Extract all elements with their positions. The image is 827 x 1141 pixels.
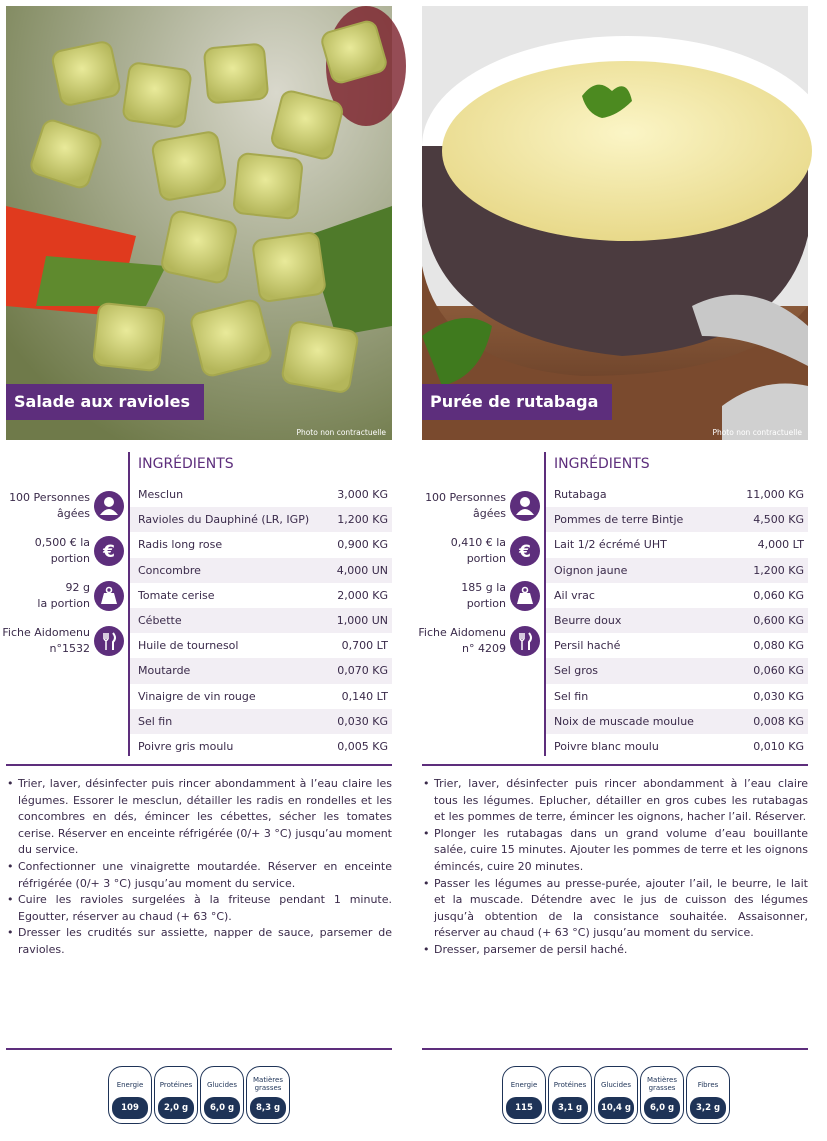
ingredient-row bbox=[546, 532, 808, 557]
ingredient-row bbox=[130, 482, 392, 507]
ingredient-row bbox=[546, 734, 808, 759]
ingredient-quantity: 11,000 KG bbox=[746, 488, 804, 501]
nutrition-label: Glucides bbox=[207, 1081, 237, 1089]
euro-icon bbox=[510, 536, 540, 566]
nutrition-value: 6,0 g bbox=[644, 1097, 680, 1119]
ingredient-name: Ravioles du Dauphiné (LR, IGP) bbox=[138, 513, 310, 527]
nutrition-badge bbox=[640, 1066, 684, 1124]
persons-info: 100 Personnes âgées bbox=[6, 488, 126, 528]
ingredients-list bbox=[130, 482, 392, 759]
ingredient-quantity: 0,700 LT bbox=[341, 639, 388, 653]
ingredient-name: Sel fin bbox=[554, 689, 589, 703]
ingredient-quantity: 0,030 KG bbox=[337, 714, 388, 728]
nutrition-label: Matières grasses bbox=[646, 1076, 677, 1092]
fork-knife-icon bbox=[510, 626, 540, 656]
sheet-info: Fiche Aidomenu n°1532 bbox=[6, 623, 126, 663]
recipe-card-salade bbox=[2, 0, 392, 1136]
ingredient-quantity: 0,005 KG bbox=[337, 739, 388, 753]
ingredient-row bbox=[130, 709, 392, 734]
nutrition-badge bbox=[246, 1066, 290, 1124]
nutrition-label: Protéines bbox=[159, 1081, 193, 1089]
nutrition-badge bbox=[108, 1066, 152, 1135]
preparation-steps bbox=[422, 776, 808, 959]
divider bbox=[6, 1048, 392, 1050]
ingredient-quantity: 0,140 LT bbox=[341, 689, 388, 703]
price-info: 0,410 € la portion € bbox=[422, 533, 542, 573]
nutrition-value: 8,3 g bbox=[250, 1097, 286, 1119]
scale-weight-icon bbox=[94, 581, 124, 611]
nutrition-badge bbox=[594, 1066, 638, 1124]
ingredients-title: INGRÉDIENTS bbox=[554, 456, 650, 472]
ingredient-row bbox=[130, 532, 392, 557]
scale-weight-icon bbox=[510, 581, 540, 611]
ingredient-name: Oignon jaune bbox=[554, 563, 628, 577]
ingredients-title: INGRÉDIENTS bbox=[138, 456, 234, 472]
nutrition-badge bbox=[154, 1066, 198, 1124]
nutrition-badges bbox=[502, 1066, 730, 1135]
ingredient-row bbox=[130, 507, 392, 532]
sheet-info: Fiche Aidomenu n° 4209 bbox=[422, 623, 542, 663]
ingredient-row bbox=[546, 709, 808, 734]
euro-icon bbox=[94, 536, 124, 566]
ingredient-row bbox=[546, 558, 808, 583]
step-item: • Cuire les ravioles surgelées à la friteuse pendant 1 minute. Egoutter, réserver au chaud (+ 63 °C). bbox=[6, 892, 392, 925]
nutrition-value: 6,0 g bbox=[204, 1097, 240, 1119]
ingredient-row bbox=[546, 658, 808, 683]
ingredient-name: Noix de muscade moulue bbox=[554, 714, 694, 728]
price-info: 0,500 € la portion € bbox=[6, 533, 126, 573]
ingredient-quantity: 0,080 KG bbox=[753, 639, 804, 653]
nutrition-badge bbox=[548, 1066, 592, 1124]
ingredient-name: Huile de tournesol bbox=[138, 639, 239, 653]
nutrition-value: 3,1 g bbox=[552, 1097, 588, 1119]
nutrition-label: Fibres bbox=[697, 1081, 719, 1089]
nutrition-badge bbox=[502, 1066, 546, 1135]
ingredient-name: Vinaigre de vin rouge bbox=[138, 689, 256, 703]
ingredient-quantity: 0,008 KG bbox=[753, 714, 804, 728]
ingredients-panel bbox=[128, 452, 392, 756]
divider bbox=[6, 764, 392, 766]
ingredient-name: Radis long rose bbox=[138, 538, 223, 552]
recipe-card-puree bbox=[418, 0, 808, 1136]
ingredient-name: Mesclun bbox=[138, 488, 184, 501]
ingredient-name: Beurre doux bbox=[554, 613, 622, 627]
recipe-title: Purée de rutabaga bbox=[422, 384, 612, 420]
nutrition-label: Glucides bbox=[601, 1081, 631, 1089]
divider bbox=[422, 764, 808, 766]
recipe-title: Salade aux ravioles bbox=[6, 384, 204, 420]
ingredient-row bbox=[130, 558, 392, 583]
ingredient-quantity: 0,600 KG bbox=[753, 613, 804, 627]
ingredient-row bbox=[130, 583, 392, 608]
step-item: • Dresser les crudités sur assiette, napper de sauce, parsemer de ravioles. bbox=[6, 925, 392, 958]
ingredient-name: Tomate cerise bbox=[138, 588, 215, 602]
rutabaga-puree-photo bbox=[422, 6, 808, 440]
nutrition-value: 2,0 g bbox=[158, 1097, 194, 1119]
ingredient-quantity: 0,010 KG bbox=[753, 739, 804, 753]
recipe-info bbox=[2, 488, 126, 668]
fork-knife-icon bbox=[94, 626, 124, 656]
ingredient-quantity: 0,900 KG bbox=[337, 538, 388, 552]
ingredient-row bbox=[546, 633, 808, 658]
nutrition-value: 109 kcal bbox=[112, 1097, 148, 1119]
ingredient-quantity: 1,200 KG bbox=[753, 563, 804, 577]
ingredient-name: Concombre bbox=[138, 563, 201, 577]
ingredient-quantity: 2,000 KG bbox=[337, 588, 388, 602]
ingredient-quantity: 3,000 KG bbox=[337, 488, 388, 501]
ingredient-name: Rutabaga bbox=[554, 488, 607, 501]
recipe-info bbox=[418, 488, 542, 668]
svg-text:€: € bbox=[519, 542, 531, 562]
ingredient-quantity: 0,070 KG bbox=[337, 664, 388, 678]
person-icon bbox=[94, 491, 124, 521]
ingredient-name: Poivre gris moulu bbox=[138, 739, 234, 753]
ingredient-row bbox=[130, 658, 392, 683]
step-item: • Passer les légumes au presse-purée, ajouter l’ail, le beurre, le lait et la muscade. Détendre avec le jus de cuisson des légumes jusqu’à obtention de la consistance souhaitée. Assaisonner, réserver au chaud (+ 63 °C) jusqu’au moment du service. bbox=[422, 876, 808, 942]
ingredients-list bbox=[546, 482, 808, 759]
ingredient-name: Pommes de terre Bintje bbox=[554, 513, 684, 527]
step-item: • Trier, laver, désinfecter puis rincer abondamment à l’eau claire les légumes. Essorer le mesclun, détailler les radis en rondelles et les concombres en dés, émincer les cébettes, sécher les tomates cerise. Réserver en enceinte réfrigérée (0/+ 3 °C) jusqu’au moment du service. bbox=[6, 776, 392, 859]
ingredient-row bbox=[130, 734, 392, 759]
ingredient-quantity: 0,060 KG bbox=[753, 664, 804, 678]
nutrition-value: 3,2 g bbox=[690, 1097, 726, 1119]
person-icon bbox=[510, 491, 540, 521]
step-item: • Trier, laver, désinfecter puis rincer abondamment à l’eau claire tous les légumes. Eplucher, détailler en gros cubes les rutabagas et les pommes de terre, émincer les oignons, hacher l’ail. Réserver. bbox=[422, 776, 808, 826]
nutrition-value: 115 kcal bbox=[506, 1097, 542, 1119]
nutrition-label: Protéines bbox=[553, 1081, 587, 1089]
ingredient-name: Persil haché bbox=[554, 639, 621, 653]
nutrition-value: 10,4 g bbox=[598, 1097, 634, 1119]
ingredient-name: Poivre blanc moulu bbox=[554, 739, 659, 753]
ingredient-name: Moutarde bbox=[138, 664, 191, 678]
svg-text:€: € bbox=[103, 542, 115, 562]
persons-info: 100 Personnes âgées bbox=[422, 488, 542, 528]
ingredient-row bbox=[130, 608, 392, 633]
nutrition-label: Matières grasses bbox=[252, 1076, 283, 1092]
ingredient-row bbox=[546, 482, 808, 507]
step-item: • Dresser, parsemer de persil haché. bbox=[422, 942, 808, 959]
ingredient-quantity: 0,030 KG bbox=[753, 689, 804, 703]
preparation-steps bbox=[6, 776, 392, 959]
ingredients-panel bbox=[544, 452, 808, 756]
ingredient-name: Ail vrac bbox=[554, 588, 595, 602]
ingredient-name: Lait 1/2 écrémé UHT bbox=[554, 538, 667, 552]
step-item: • Confectionner une vinaigrette moutardée. Réserver en enceinte réfrigérée (0/+ 3 °C) jusqu’au moment du service. bbox=[6, 859, 392, 892]
photo-disclaimer: Photo non contractuelle bbox=[296, 428, 386, 437]
ingredient-quantity: 0,060 KG bbox=[753, 588, 804, 602]
weight-info: 92 g la portion bbox=[6, 578, 126, 618]
ingredient-name: Sel fin bbox=[138, 714, 173, 728]
ingredient-name: Cébette bbox=[138, 613, 182, 627]
ingredient-row bbox=[546, 608, 808, 633]
nutrition-badge bbox=[200, 1066, 244, 1124]
ingredient-quantity: 4,000 LT bbox=[757, 538, 804, 552]
ingredient-row bbox=[546, 583, 808, 608]
recipe-photo bbox=[6, 6, 392, 440]
ingredient-quantity: 4,000 UN bbox=[336, 563, 388, 577]
ingredient-row bbox=[130, 684, 392, 709]
nutrition-label: Energie bbox=[510, 1081, 538, 1089]
divider bbox=[422, 1048, 808, 1050]
ingredient-row bbox=[130, 633, 392, 658]
ingredient-row bbox=[546, 684, 808, 709]
photo-disclaimer: Photo non contractuelle bbox=[712, 428, 802, 437]
nutrition-badge bbox=[686, 1066, 730, 1124]
ingredient-quantity: 4,500 KG bbox=[753, 513, 804, 527]
ingredient-row bbox=[546, 507, 808, 532]
ingredient-quantity: 1,200 KG bbox=[337, 513, 388, 527]
step-item: • Plonger les rutabagas dans un grand volume d’eau bouillante salée, cuire 15 minutes. Ajouter les pommes de terre et les oignons émincés, cuire 20 minutes. bbox=[422, 826, 808, 876]
ingredient-name: Sel gros bbox=[554, 664, 599, 678]
ravioli-salad-photo bbox=[6, 6, 392, 440]
nutrition-label: Energie bbox=[116, 1081, 144, 1089]
recipe-photo bbox=[422, 6, 808, 440]
ingredient-quantity: 1,000 UN bbox=[336, 613, 388, 627]
weight-info: 185 g la portion bbox=[422, 578, 542, 618]
nutrition-badges bbox=[108, 1066, 290, 1135]
